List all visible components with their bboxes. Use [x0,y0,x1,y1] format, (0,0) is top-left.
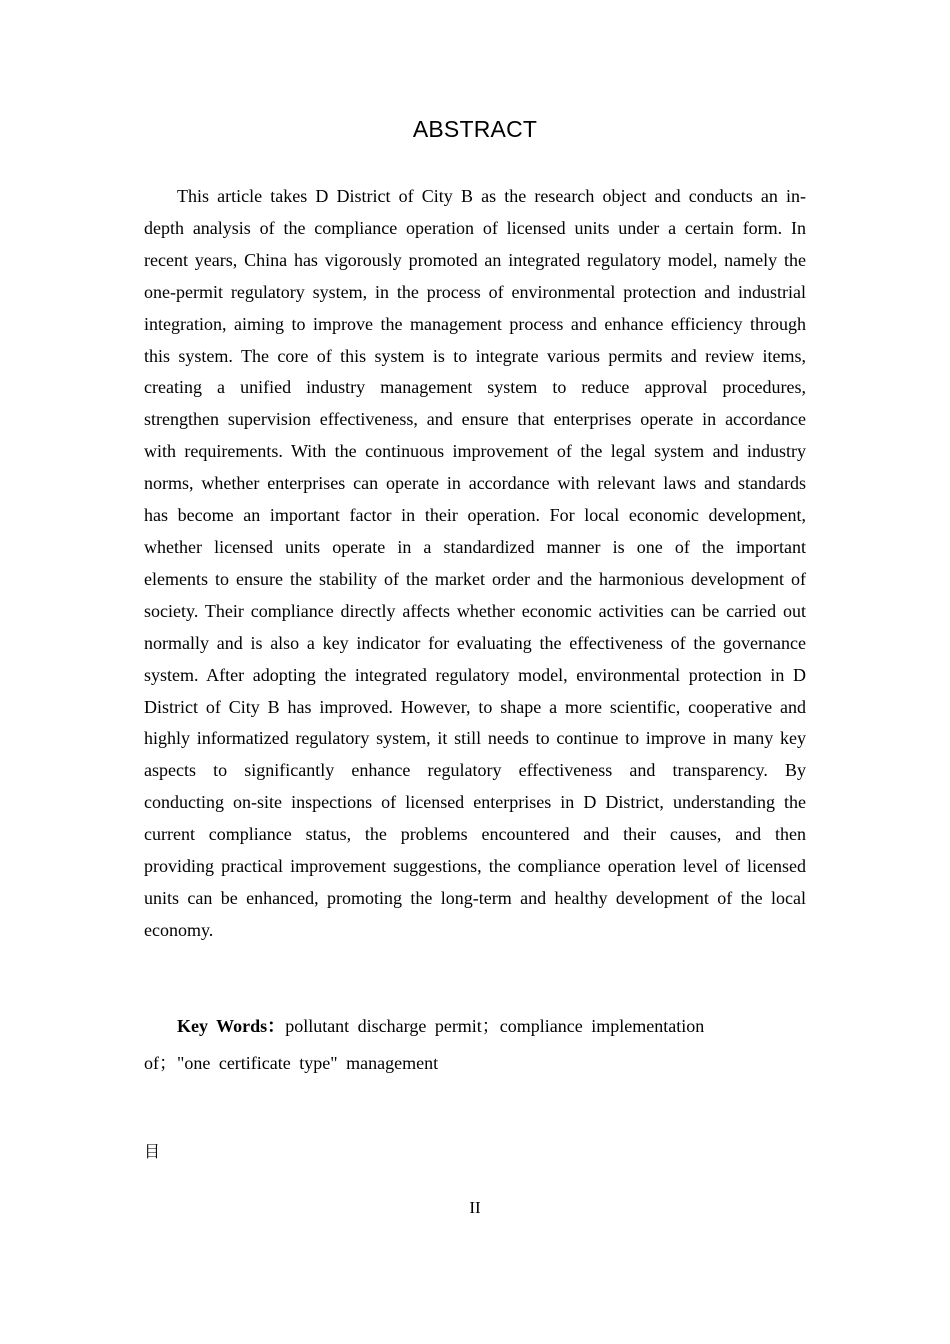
abstract-body: This article takes D District of City B as the research object and conducts an in-depth analysis of the compliance operation of licensed units under a certain form. In recent years, China has vigorously promoted an integrated regulatory model, namely the one-permit regulatory system, in the process of environmental protection and industrial integration, aiming to improve the management process and enhance efficiency through this system. The core of this system is to integrate various permits and review items, creating a unified industry management system to reduce approval procedures, strengthen supervision effectiveness, and ensure that enterprises operate in accordance with requirements. With the continuous improvement of the legal system and industry norms, whether enterprises can operate in accordance with relevant laws and standards has become an important factor in their operation. For local economic development, whether licensed units operate in a standardized manner is one of the important elements to ensure the stability of the market order and the harmonious development of society. Their compliance directly affects whether economic activities can be carried out normally and is also a key indicator for evaluating the effectiveness of the governance system. After adopting the integrated regulatory model, environmental protection in D District of City B has improved. However, to shape a more scientific, cooperative and highly informatized regulatory system, it still needs to continue to improve in many key aspects to significantly enhance regulatory effectiveness and transparency. By conducting on-site inspections of licensed enterprises in D District, understanding the current compliance status, the problems encountered and their causes, and then providing practical improvement suggestions, the compliance operation level of licensed units can be enhanced, promoting the long-term and healthy development of the local economy. [144,186,806,940]
keywords-line [144,1008,744,1082]
keywords-label: Key Words： [177,1016,286,1036]
stray-character: 目 [144,1142,161,1161]
keywords-text: pollutant discharge permit；compliance implementation of；"one certificate type" management [144,1016,705,1073]
abstract-title: ABSTRACT [412,116,538,142]
page-number: II [469,1198,481,1217]
